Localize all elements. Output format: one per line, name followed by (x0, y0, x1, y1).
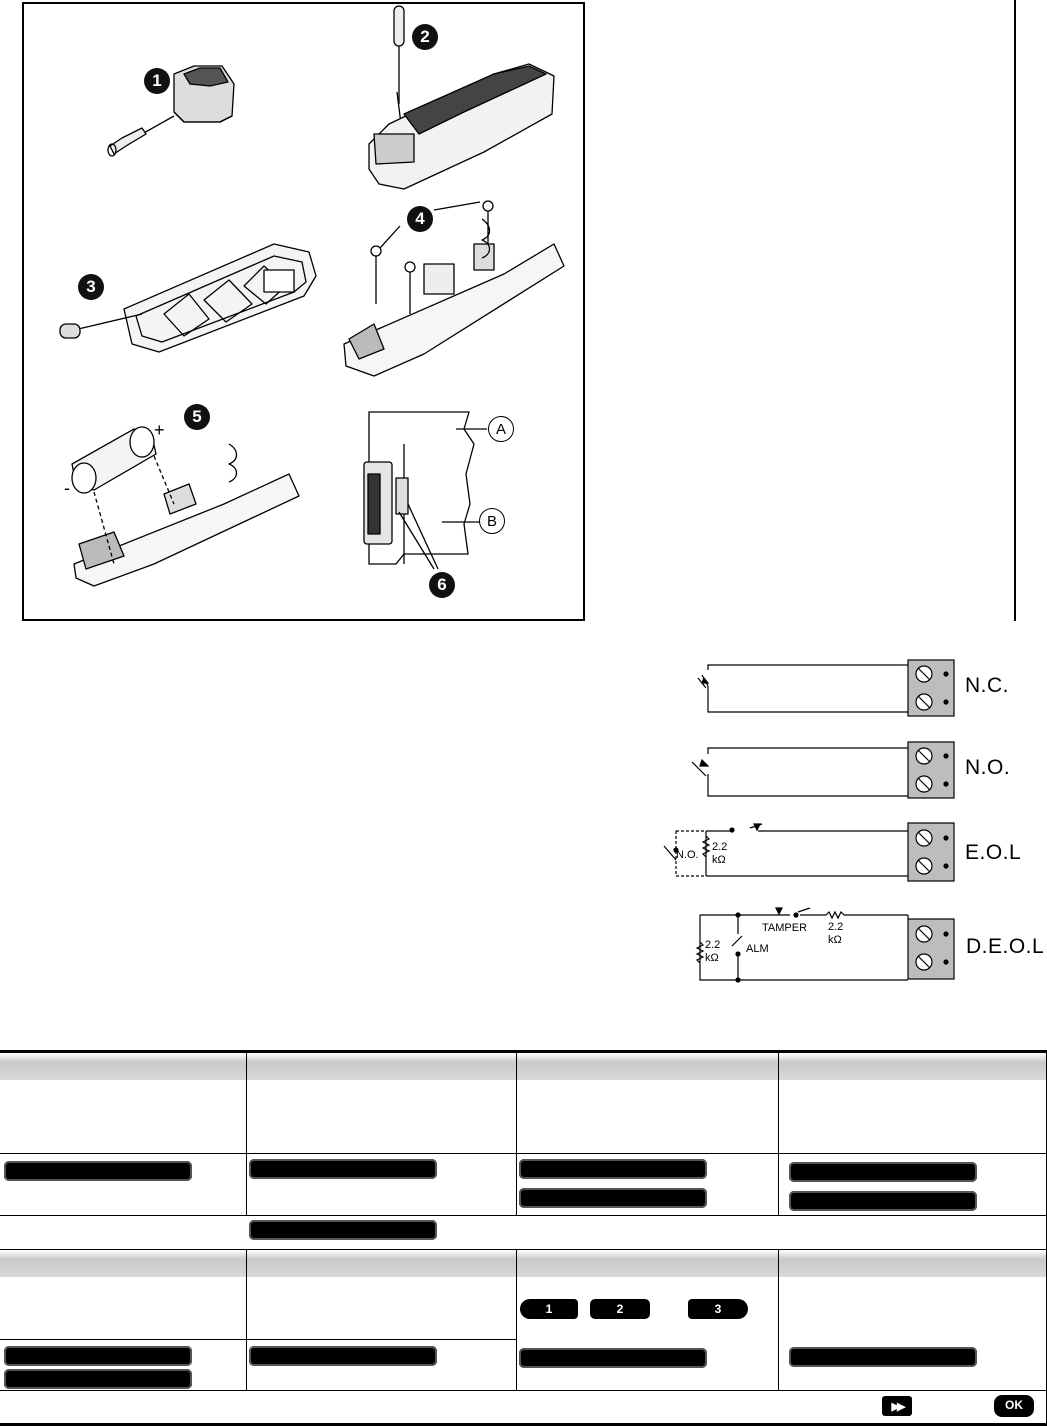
table-rule (0, 1339, 516, 1340)
table-column-rule (778, 1250, 779, 1390)
table-column-rule (778, 1053, 779, 1215)
deol-series-resistor-unit: kΩ (828, 934, 842, 946)
next-button[interactable] (882, 1396, 912, 1416)
wiring-mode-nc: N.C. (965, 674, 1009, 697)
key-3-button[interactable]: 3 (688, 1299, 748, 1319)
battery-plus-sign: + (154, 420, 165, 440)
table-top-border (0, 1050, 1047, 1053)
table-rule (0, 1249, 1047, 1250)
display-field (519, 1159, 707, 1179)
callout-b: B (479, 508, 505, 534)
table-column-rule (516, 1250, 517, 1390)
step-number-1: 1 (144, 68, 170, 94)
table-column-rule (516, 1053, 517, 1215)
table-column-rule (246, 1250, 247, 1390)
step-number-5: 5 (184, 404, 210, 430)
display-field (789, 1347, 977, 1367)
installation-figure-panel (22, 2, 585, 621)
step-number-2: 2 (412, 24, 438, 50)
step2-drawing (369, 6, 554, 189)
table-rule (0, 1215, 1047, 1216)
step1-drawing (108, 66, 234, 156)
display-field (789, 1191, 977, 1211)
display-field (4, 1369, 192, 1389)
wiring-mode-deol: D.E.O.L (966, 935, 1045, 958)
key-2-button[interactable]: 2 (590, 1299, 650, 1319)
display-field (519, 1348, 707, 1368)
step-number-3: 3 (78, 274, 104, 300)
deol-alarm-label: ALM (746, 943, 769, 955)
deol-parallel-resistor-value: 2.2 (705, 939, 721, 951)
display-field (789, 1162, 977, 1182)
display-field (4, 1346, 192, 1366)
wiring-diagrams (650, 650, 1047, 990)
display-field (249, 1346, 437, 1366)
wiring-mode-no: N.O. (965, 756, 1011, 779)
display-field (4, 1161, 192, 1181)
right-column-rule (1014, 0, 1016, 621)
table-rule (0, 1390, 1047, 1391)
battery-minus-sign: - (64, 478, 70, 498)
fast-forward-icon: ▶▶ (891, 1401, 903, 1413)
table-column-rule (246, 1053, 247, 1215)
table-header-row-1 (0, 1053, 1047, 1080)
display-field (519, 1188, 707, 1208)
eol-resistor-unit: kΩ (712, 854, 726, 866)
display-field (249, 1159, 437, 1179)
deol-parallel-resistor-unit: kΩ (705, 952, 719, 964)
eol-resistor-value: 2.2 (712, 841, 728, 853)
display-field (249, 1220, 437, 1240)
eol-contact-label: N.O. (676, 849, 699, 861)
deol-series-resistor-value: 2.2 (828, 921, 844, 933)
deol-tamper-label: TAMPER (762, 922, 808, 934)
table-rule (0, 1153, 1047, 1154)
step-number-4: 4 (407, 206, 433, 232)
step4-drawing (344, 201, 564, 376)
programming-table (0, 1050, 1047, 1426)
wiring-mode-eol: E.O.L (965, 841, 1022, 864)
key-1-button[interactable]: 1 (520, 1299, 578, 1319)
callout-a: A (488, 416, 514, 442)
step6-drawing (364, 412, 487, 569)
step-number-6: 6 (429, 572, 455, 598)
table-header-row-2 (0, 1250, 1047, 1277)
step3-drawing (60, 244, 316, 352)
ok-button[interactable]: OK (994, 1395, 1034, 1417)
step5-drawing (72, 427, 299, 586)
